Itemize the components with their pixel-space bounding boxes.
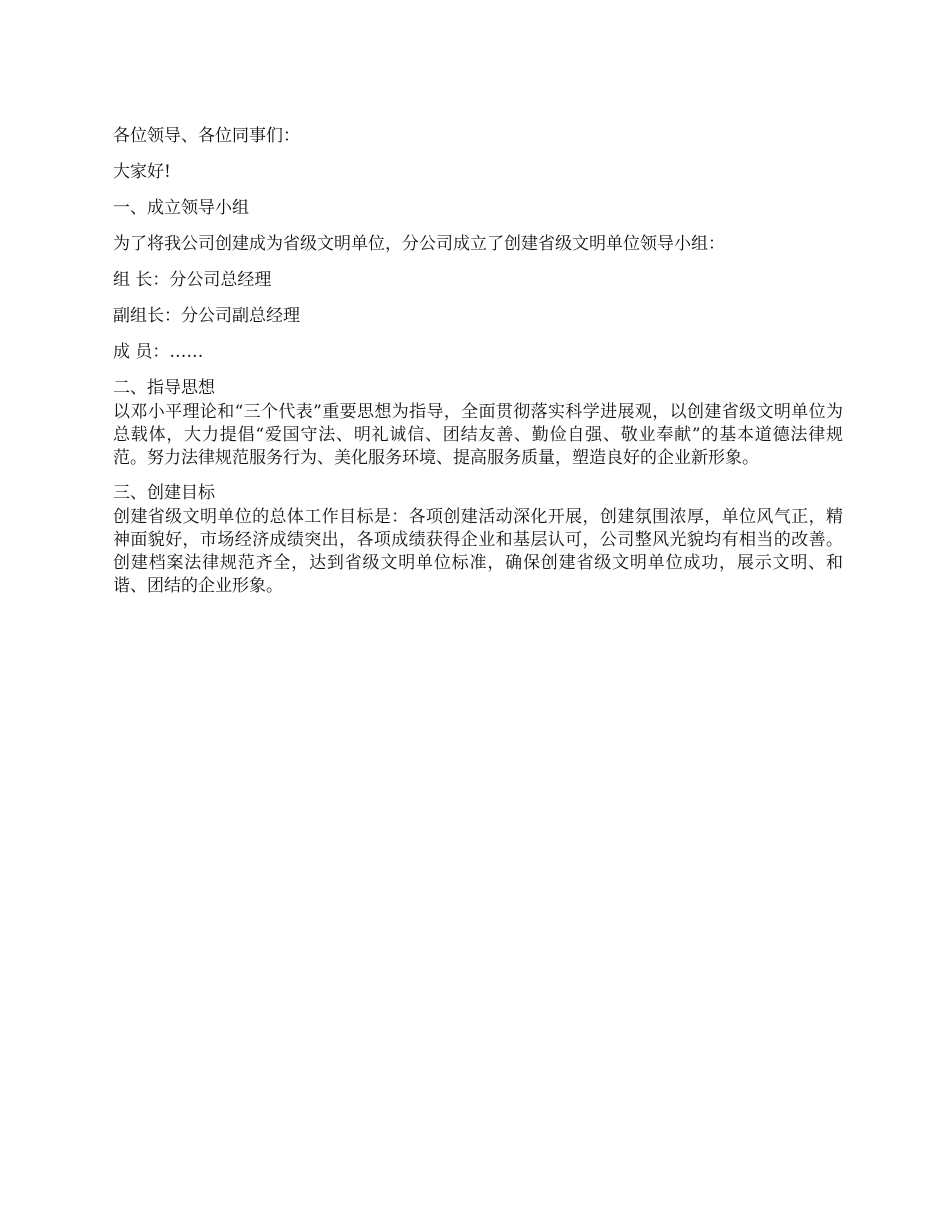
section-1-intro: 为了将我公司创建成为省级文明单位，分公司成立了创建省级文明单位领导小组： <box>113 234 725 254</box>
section-2-paragraph: 以邓小平理论和“三个代表”重要思想为指导，全面贯彻落实科学进展观，以创建省级文明单位为总载体，大力提倡“爱国守法、明礼诚信、团结友善、勤俭自强、敬业奉献”的基本道德法律规范。努力法律规范服务行为、美化服务环境、提高服务质量，塑造良好的企业新形象。 <box>113 402 843 468</box>
greeting: 大家好! <box>113 162 171 182</box>
section-1-heading: 一、成立领导小组 <box>113 198 249 218</box>
deputy-leader-line: 副组长：分公司副总经理 <box>113 306 300 326</box>
members-line: 成 员：…… <box>113 342 204 362</box>
salutation: 各位领导、各位同事们： <box>113 126 300 146</box>
document-body <box>113 124 843 598</box>
section-2-heading: 二、指导思想 <box>113 378 215 398</box>
section-3-paragraph: 创建省级文明单位的总体工作目标是：各项创建活动深化开展，创建氛围浓厚，单位风气正，精神面貌好，市场经济成绩突出，各项成绩获得企业和基层认可，公司整风光貌均有相当的改善。创建档案法律规范齐全，达到省级文明单位标准，确保创建省级文明单位成功，展示文明、和谐、团结的企业形象。 <box>113 507 843 596</box>
group-leader-line: 组 长：分公司总经理 <box>113 270 272 290</box>
section-3-heading: 三、创建目标 <box>113 483 215 503</box>
